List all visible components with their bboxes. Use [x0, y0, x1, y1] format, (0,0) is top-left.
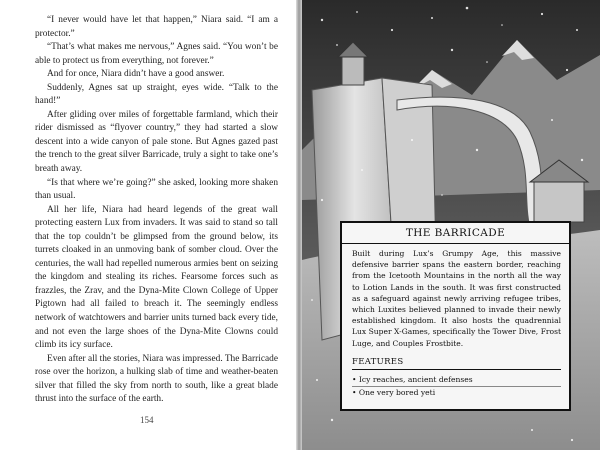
- title-divider: [342, 243, 569, 244]
- paragraph: All her life, Niara had heard legends of the great wall protecting eastern Lux from invaders. It was said to stand so tall that the top couldn’t be glimpsed from the ground below, its turrets cloaked in an unmoving bank of somber cloud. Over the centuries, the wall had repelled numerous armies bent on seizing the kingdom and stealing its riches. Fearsome forces such as frazzles, the Zrav, and the Dyna-Mite Clown College of Upper Pigtown had all failed to breach it. The seemingly endless network of watchtowers and barrier units turned back every tide, and not even the large shoes of the Dyna-Mite Clowns could climb its icy surface.: [35, 204, 278, 351]
- paragraph: And for once, Niara didn’t have a good answer.: [47, 69, 225, 80]
- page-number: 154: [140, 415, 154, 425]
- paragraph: Even after all the stories, Niara was impressed. The Barricade rose over the horizon, a hulking slab of time and weather-beaten silver that filled the sky from north to south, like a great blade thrust into the surface of the earth.: [35, 353, 278, 405]
- feature-item: • One very bored yeti: [352, 387, 436, 397]
- paragraph: Suddenly, Agnes sat up straight, eyes wide. “Talk to the hand!”: [35, 82, 278, 107]
- infobox-description: Built during Lux’s Grumpy Age, this massive defensive barrier spans the eastern border, reaching from the Icetooth Mountains in the north all the way to Lotion Lands in the south. It was first constructed as a safeguard against newly arriving refugee tribes, which Luxites believed planned to invade their newly established kingdom. It also hosts the quadrennial Lux Super X-Games, specifically the Tower Dive, Frost Luge, and Couples Frostbite.: [352, 249, 561, 348]
- paragraph: “That’s what makes me nervous,” Agnes said. “You won’t be able to protect us from everything, not forever.”: [35, 42, 278, 66]
- watchtower: [342, 55, 364, 85]
- features-divider: [352, 369, 561, 370]
- paragraph: “I never would have let that happen,” Niara said. “I am a protector.”: [35, 15, 278, 39]
- barricade-infobox: [340, 221, 571, 411]
- paragraph: After gliding over miles of forgettable farmland, which their rider dismissed as “flyover country,” they had started a slow descent into a wide canyon of pale stone. But Agnes gazed past the trench to the great silver Barricade, truly a sight to take one’s breath away.: [35, 109, 278, 175]
- features-heading: FEATURES: [352, 356, 404, 367]
- paragraph: “Is that where we’re going?” she asked, looking more shaken than usual.: [35, 177, 278, 202]
- feature-item: • Icy reaches, ancient defenses: [352, 374, 473, 384]
- body-text: [35, 14, 278, 407]
- left-page: [0, 0, 298, 450]
- castle: [534, 180, 584, 222]
- infobox-title: THE BARRICADE: [405, 227, 506, 239]
